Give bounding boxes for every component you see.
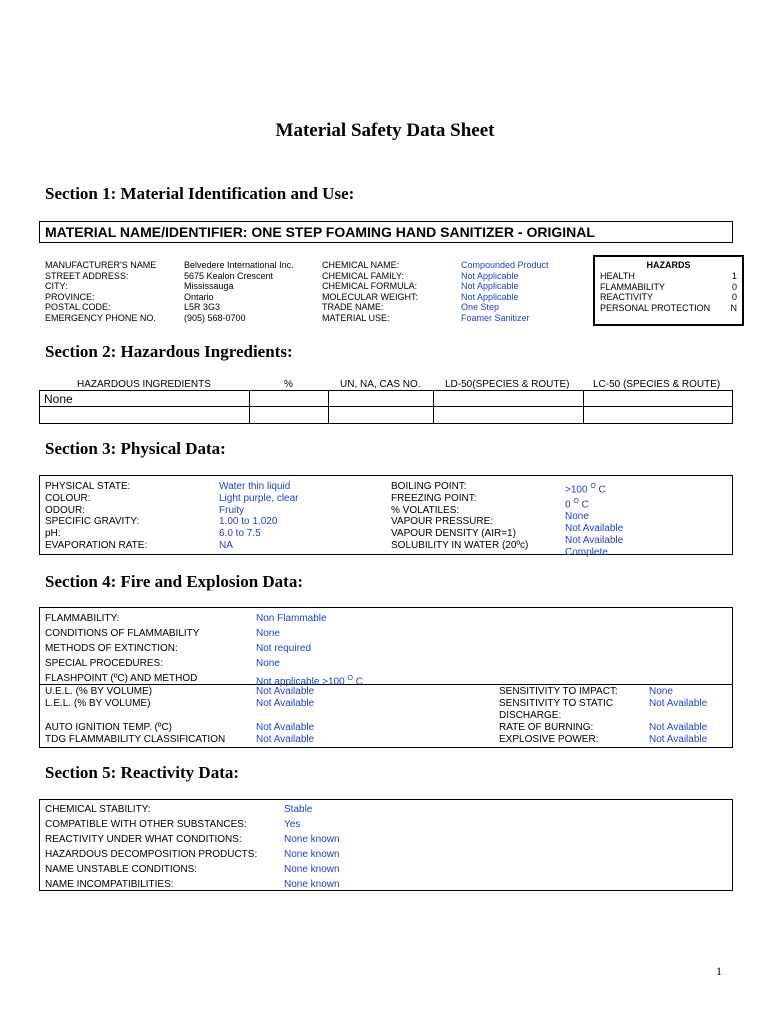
label-specific-gravity: SPECIFIC GRAVITY: [45, 516, 140, 528]
label-chemical-name: CHEMICAL NAME: [322, 260, 400, 270]
value-vapour-density: Not Available [565, 534, 624, 546]
physical-values-2 [565, 481, 623, 558]
label-rate-burning: RATE OF BURNING: [499, 722, 594, 733]
ingredient-none: None [44, 392, 73, 406]
value-sensitivity-static: Not Available [649, 698, 708, 709]
label-street: STREET ADDRESS: [45, 270, 129, 281]
label-phone: EMERGENCY PHONE NO. [45, 312, 156, 323]
label-city: CITY: [45, 281, 68, 292]
label-province: PROVINCE: [45, 291, 95, 302]
hazard-label-health: HEALTH [600, 271, 635, 281]
label-lel: L.E.L. (% BY VOLUME) [45, 698, 151, 709]
label-methods-extinction: METHODS OF EXTINCTION: [45, 643, 178, 654]
value-manufacturer: Belvedere International Inc. [184, 260, 294, 270]
hazards-list [600, 271, 737, 313]
section-3-heading: Section 3: Physical Data: [45, 439, 226, 458]
label-tdg: TDG FLAMMABILITY CLASSIFICATION [45, 734, 226, 745]
freezing-value: 0 [565, 499, 571, 511]
label-sensitivity-impact: SENSITIVITY TO IMPACT: [499, 686, 618, 697]
label-ph: pH: [45, 528, 61, 540]
section-5-heading: Section 5: Reactivity Data: [45, 763, 240, 782]
label-special-procedures: SPECIAL PROCEDURES: [45, 658, 163, 669]
hazard-value-protection: N [730, 302, 737, 313]
ingredients-col-rule [328, 390, 329, 424]
label-decomposition: HAZARDOUS DECOMPOSITION PRODUCTS: [45, 849, 258, 860]
ingredients-bottom-rule [39, 423, 733, 424]
flashpoint-value: Not applicable >100 [256, 676, 345, 688]
label-auto-ignition: AUTO IGNITION TEMP. (ºC) [45, 722, 172, 733]
value-conditions-flammability: None [256, 628, 280, 639]
value-methods-extinction: Not required [256, 643, 312, 654]
label-sensitivity-static: SENSITIVITY TO STATIC [499, 698, 614, 709]
label-molecular-weight: MOLECULAR WEIGHT: [322, 291, 419, 302]
value-colour: Light purple, clear [219, 492, 299, 504]
label-solubility: SOLUBILITY IN WATER (20ºc) [391, 539, 529, 551]
value-special-procedures: None [256, 658, 280, 669]
value-auto-ignition: Not Available [256, 722, 315, 733]
value-specific-gravity: 1.00 to 1.020 [219, 516, 278, 528]
value-molecular-weight: Not Applicable [461, 291, 519, 302]
header-lc50: LC-50 (SPECIES & ROUTE) [593, 379, 721, 390]
label-uel: U.E.L. (% BY VOLUME) [45, 686, 153, 697]
fire-labels-top [45, 611, 199, 686]
chemical-labels [322, 260, 418, 324]
label-volatiles: % VOLATILES: [391, 504, 460, 516]
value-chemical-family: Not Applicable [461, 270, 519, 281]
ingredients-col-rule [583, 390, 584, 424]
value-chemical-name: Compounded Product [461, 260, 549, 270]
header-cas: UN, NA, CAS NO. [340, 379, 421, 390]
label-chemical-family: CHEMICAL FAMILY: [322, 270, 405, 281]
value-street: 5675 Kealon Crescent [184, 270, 274, 281]
value-postal: L5R 3G3 [184, 302, 221, 313]
value-compatible: Yes [284, 819, 301, 830]
value-physical-state: Water thin liquid [219, 481, 291, 492]
label-unstable-conditions: NAME UNSTABLE CONDITIONS: [45, 864, 198, 875]
degree-symbol: O [573, 498, 579, 506]
fire-values-top [256, 611, 363, 689]
hazard-label-flammability: FLAMMABILITY [600, 281, 666, 292]
ingredients-col-rule [249, 390, 250, 424]
value-province: Ontario [184, 291, 214, 302]
value-boiling-point [565, 481, 623, 496]
boiling-value: >100 [565, 484, 588, 496]
value-volatiles: None [565, 511, 589, 523]
label-chemical-formula: CHEMICAL FORMULA: [322, 281, 418, 292]
label-manufacturer: MANUFACTURER'S NAME [45, 260, 157, 270]
material-name-box [39, 221, 733, 243]
value-city: Mississauga [184, 281, 234, 292]
label-flammability: FLAMMABILITY: [45, 613, 120, 624]
value-sensitivity-impact: None [649, 686, 673, 697]
hazard-label-reactivity: REACTIVITY [600, 292, 654, 303]
physical-labels [45, 481, 147, 552]
section-4-heading: Section 4: Fire and Explosion Data: [45, 572, 304, 591]
hazard-value-flammability: 0 [731, 281, 737, 292]
value-flammability: Non Flammable [256, 613, 327, 624]
hazards-box [593, 255, 744, 326]
label-flashpoint: FLASHPOINT (ºC) AND METHOD [45, 673, 198, 684]
value-incompatibilities: None known [284, 879, 340, 890]
degree-symbol: O [347, 675, 353, 682]
page-number: 1 [716, 964, 722, 978]
hazard-value-health: 1 [731, 271, 737, 281]
value-chemical-formula: Not Applicable [461, 281, 519, 292]
value-ph: 6.0 to 7.5 [219, 528, 261, 540]
value-vapour-pressure: Not Available [565, 523, 624, 535]
label-incompatibilities: NAME INCOMPATIBILITIES: [45, 879, 174, 890]
label-reactivity-conditions: REACTIVITY UNDER WHAT CONDITIONS: [45, 834, 242, 845]
physical-values [219, 481, 299, 552]
value-decomposition: None known [284, 849, 340, 860]
header-ingredients: HAZARDOUS INGREDIENTS [77, 379, 211, 390]
value-uel: Not Available [256, 686, 315, 697]
hazards-title: HAZARDS [646, 260, 691, 270]
label-evaporation-rate: EVAPORATION RATE: [45, 539, 148, 551]
celsius-unit: C [355, 676, 363, 688]
ingredients-col-rule [732, 390, 733, 424]
label-colour: COLOUR: [45, 492, 91, 504]
value-odour: Fruity [219, 504, 244, 516]
label-odour: ODOUR: [45, 504, 85, 516]
reactivity-labels [45, 802, 257, 892]
label-boiling-point: BOILING POINT: [391, 481, 467, 492]
value-lel: Not Available [256, 698, 315, 709]
material-name: MATERIAL NAME/IDENTIFIER: ONE STEP FOAMING HAND SANITIZER - ORIGINAL [45, 224, 595, 240]
value-chemical-stability: Stable [284, 804, 313, 815]
celsius-unit: C [581, 499, 589, 511]
label-compatible: COMPATIBLE WITH OTHER SUBSTANCES: [45, 819, 247, 830]
label-vapour-pressure: VAPOUR PRESSURE: [391, 516, 494, 528]
value-freezing-point [565, 496, 623, 511]
label-vapour-density: VAPOUR DENSITY (AIR=1) [391, 528, 516, 540]
hazard-label-protection: PERSONAL PROTECTION [600, 302, 711, 313]
label-chemical-stability: CHEMICAL STABILITY: [45, 804, 151, 815]
page-title: Material Safety Data Sheet [275, 120, 495, 141]
label-freezing-point: FREEZING POINT: [391, 492, 477, 504]
label-material-use: MATERIAL USE: [322, 312, 390, 323]
reactivity-values [284, 802, 340, 892]
value-reactivity-conditions: None known [284, 834, 340, 845]
section-2-heading: Section 2: Hazardous Ingredients: [45, 342, 293, 361]
celsius-unit: C [598, 484, 606, 496]
manufacturer-values [184, 260, 294, 324]
value-trade-name: One Step [461, 302, 500, 313]
section-1-heading: Section 1: Material Identification and Use: [45, 184, 355, 203]
chemical-values [461, 260, 549, 324]
hazard-value-reactivity: 0 [731, 292, 737, 303]
label-physical-state: PHYSICAL STATE: [45, 481, 131, 492]
value-tdg: Not Available [256, 734, 315, 745]
label-trade-name: TRADE NAME: [322, 302, 384, 313]
label-explosive-power: EXPLOSIVE POWER: [499, 734, 599, 745]
physical-labels-2 [391, 481, 528, 552]
value-phone: (905) 568-0700 [184, 312, 246, 323]
ingredients-col-rule [39, 390, 40, 424]
header-ld50: LD-50(SPECIES & ROUTE) [445, 379, 570, 390]
label-postal: POSTAL CODE: [45, 302, 111, 313]
degree-symbol: O [590, 483, 596, 490]
manufacturer-labels [45, 260, 156, 324]
label-conditions-flammability: CONDITIONS OF FLAMMABILITY [45, 628, 200, 639]
value-material-use: Foamer Sanitizer [461, 312, 530, 323]
label-sensitivity-static-2: DISCHARGE: [499, 710, 562, 721]
value-rate-burning: Not Available [649, 722, 708, 733]
ingredients-col-rule [433, 390, 434, 424]
value-explosive-power: Not Available [649, 734, 708, 745]
header-percent: % [284, 379, 293, 390]
value-unstable-conditions: None known [284, 864, 340, 875]
ingredients-top-rule [39, 390, 733, 391]
value-evaporation-rate: NA [219, 539, 233, 551]
ingredients-mid-rule [39, 406, 733, 407]
value-solubility: Complete [565, 546, 608, 558]
